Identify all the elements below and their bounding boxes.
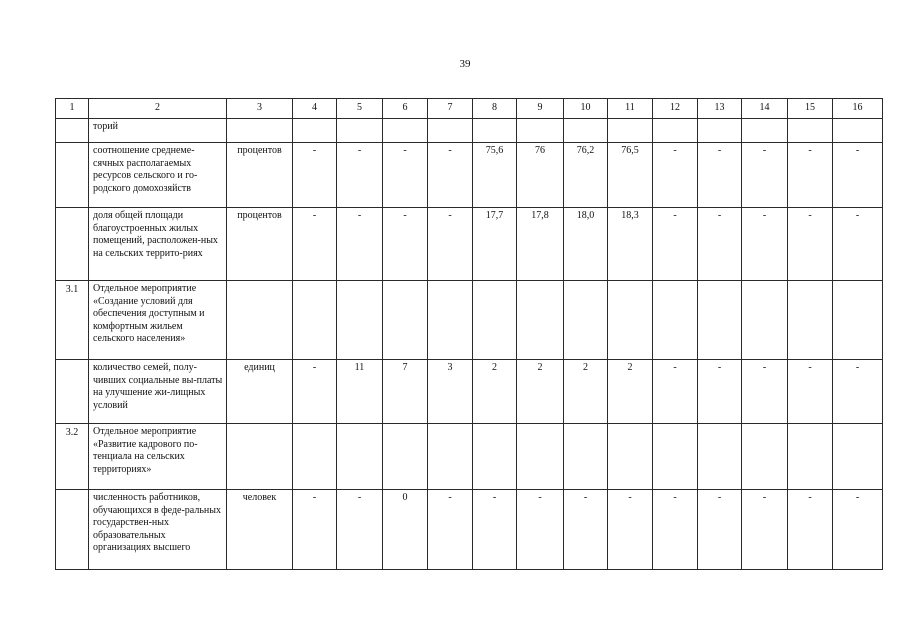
value-cell <box>653 119 698 143</box>
table-row <box>56 119 883 143</box>
indicator-name: соотношение среднеме-сячных располагаемых ресурсов сельского и го-родского домохозяйств <box>89 143 227 208</box>
value-cell: - <box>608 490 653 570</box>
value-cell: 76,2 <box>564 143 608 208</box>
header-cell: 6 <box>383 99 428 119</box>
value-cell: - <box>428 490 473 570</box>
unit-cell: человек <box>227 490 293 570</box>
value-cell: - <box>788 490 833 570</box>
value-cell <box>564 119 608 143</box>
header-cell: 2 <box>89 99 227 119</box>
value-cell <box>517 119 564 143</box>
value-cell: - <box>788 143 833 208</box>
value-cell: 11 <box>337 360 383 424</box>
indicator-name: количество семей, полу-чивших социальные вы-платы на улучшение жи-лищных условий <box>89 360 227 424</box>
table-row <box>56 490 883 570</box>
value-cell: - <box>653 490 698 570</box>
header-cell: 3 <box>227 99 293 119</box>
value-cell: - <box>742 360 788 424</box>
page-number: 39 <box>459 58 471 70</box>
header-cell: 5 <box>337 99 383 119</box>
unit-cell <box>227 281 293 360</box>
indicator-name: торий <box>89 119 227 143</box>
value-cell <box>293 119 337 143</box>
value-cell: - <box>337 208 383 281</box>
header-cell: 15 <box>788 99 833 119</box>
value-cell <box>337 424 383 490</box>
unit-cell: процентов <box>227 208 293 281</box>
value-cell <box>383 281 428 360</box>
header-cell: 7 <box>428 99 473 119</box>
value-cell <box>653 281 698 360</box>
value-cell <box>517 281 564 360</box>
value-cell: - <box>698 143 742 208</box>
value-cell: - <box>653 208 698 281</box>
value-cell <box>337 281 383 360</box>
value-cell: 2 <box>473 360 517 424</box>
value-cell: - <box>698 360 742 424</box>
unit-cell: процентов <box>227 143 293 208</box>
unit-cell <box>227 424 293 490</box>
value-cell <box>517 424 564 490</box>
value-cell: - <box>698 208 742 281</box>
value-cell: - <box>833 360 883 424</box>
header-cell: 13 <box>698 99 742 119</box>
header-cell: 14 <box>742 99 788 119</box>
value-cell <box>608 119 653 143</box>
value-cell <box>788 281 833 360</box>
value-cell <box>608 424 653 490</box>
value-cell <box>833 424 883 490</box>
value-cell <box>428 119 473 143</box>
value-cell: - <box>337 490 383 570</box>
value-cell: - <box>788 360 833 424</box>
value-cell: - <box>653 143 698 208</box>
indicator-name: Отдельное мероприятие «Создание условий для обеспечения доступным и комфортным жильем сельского населения» <box>89 281 227 360</box>
value-cell <box>742 119 788 143</box>
indicator-name: численность работников, обучающихся в феде-ральных государствен-ных образовательных организациях высшего <box>89 490 227 570</box>
value-cell: - <box>293 360 337 424</box>
table-row <box>56 143 883 208</box>
header-cell: 16 <box>833 99 883 119</box>
value-cell: - <box>428 143 473 208</box>
value-cell: 2 <box>608 360 653 424</box>
value-cell: - <box>742 490 788 570</box>
value-cell: - <box>293 208 337 281</box>
value-cell: - <box>833 143 883 208</box>
value-cell: 76,5 <box>608 143 653 208</box>
header-row <box>56 99 883 119</box>
indicators-table <box>55 98 883 570</box>
value-cell <box>833 281 883 360</box>
value-cell: 18,3 <box>608 208 653 281</box>
value-cell <box>698 424 742 490</box>
value-cell <box>428 281 473 360</box>
value-cell: - <box>742 143 788 208</box>
unit-cell: единиц <box>227 360 293 424</box>
value-cell: - <box>428 208 473 281</box>
value-cell: 17,8 <box>517 208 564 281</box>
header-cell: 4 <box>293 99 337 119</box>
item-number <box>56 119 89 143</box>
value-cell <box>788 119 833 143</box>
indicator-name: Отдельное мероприятие «Развитие кадрового по-тенциала на сельских территориях» <box>89 424 227 490</box>
value-cell: 2 <box>564 360 608 424</box>
value-cell <box>742 424 788 490</box>
value-cell <box>608 281 653 360</box>
item-number <box>56 208 89 281</box>
value-cell: - <box>473 490 517 570</box>
value-cell: - <box>653 360 698 424</box>
value-cell: 3 <box>428 360 473 424</box>
value-cell <box>564 281 608 360</box>
item-number <box>56 143 89 208</box>
value-cell: - <box>698 490 742 570</box>
header-cell: 8 <box>473 99 517 119</box>
value-cell: - <box>833 208 883 281</box>
value-cell: - <box>293 490 337 570</box>
header-cell: 12 <box>653 99 698 119</box>
item-number <box>56 360 89 424</box>
value-cell: 0 <box>383 490 428 570</box>
item-number <box>56 490 89 570</box>
value-cell <box>473 281 517 360</box>
value-cell <box>293 281 337 360</box>
value-cell <box>698 281 742 360</box>
value-cell <box>698 119 742 143</box>
table-row <box>56 424 883 490</box>
header-cell: 11 <box>608 99 653 119</box>
value-cell: 2 <box>517 360 564 424</box>
value-cell <box>383 119 428 143</box>
table-row <box>56 281 883 360</box>
value-cell: - <box>337 143 383 208</box>
item-number: 3.2 <box>56 424 89 490</box>
item-number: 3.1 <box>56 281 89 360</box>
value-cell <box>473 424 517 490</box>
value-cell <box>473 119 517 143</box>
value-cell: 76 <box>517 143 564 208</box>
unit-cell <box>227 119 293 143</box>
table-row <box>56 360 883 424</box>
value-cell: - <box>383 143 428 208</box>
value-cell: - <box>788 208 833 281</box>
value-cell: - <box>293 143 337 208</box>
value-cell <box>337 119 383 143</box>
value-cell: 17,7 <box>473 208 517 281</box>
header-cell: 10 <box>564 99 608 119</box>
table-row <box>56 208 883 281</box>
value-cell <box>428 424 473 490</box>
value-cell: - <box>742 208 788 281</box>
value-cell: - <box>564 490 608 570</box>
value-cell: 7 <box>383 360 428 424</box>
value-cell <box>293 424 337 490</box>
indicator-name: доля общей площади благоустроенных жилых помещений, расположен-ных на сельских террито-риях <box>89 208 227 281</box>
value-cell <box>788 424 833 490</box>
value-cell <box>653 424 698 490</box>
value-cell: 18,0 <box>564 208 608 281</box>
header-cell: 9 <box>517 99 564 119</box>
value-cell: - <box>517 490 564 570</box>
value-cell <box>564 424 608 490</box>
value-cell: 75,6 <box>473 143 517 208</box>
value-cell <box>742 281 788 360</box>
value-cell: - <box>383 208 428 281</box>
value-cell: - <box>833 490 883 570</box>
value-cell <box>833 119 883 143</box>
value-cell <box>383 424 428 490</box>
header-cell: 1 <box>56 99 89 119</box>
